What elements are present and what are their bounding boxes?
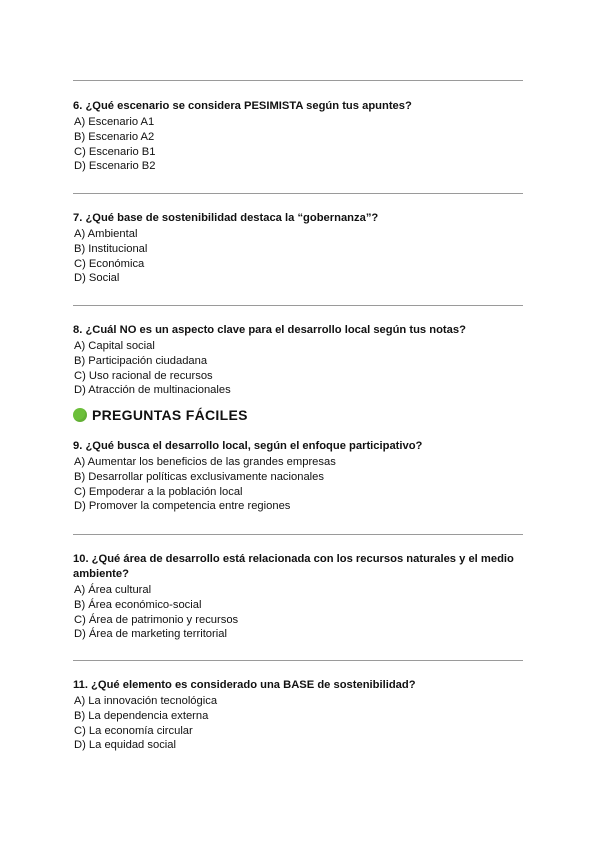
- option-a: A) Escenario A1: [74, 116, 155, 128]
- question-title: 10. ¿Qué área de desarrollo está relacionada con los recursos naturales y el medio ambiente?: [73, 553, 514, 580]
- section-title: PREGUNTAS FÁCILES: [92, 407, 248, 423]
- option-a: A) Aumentar los beneficios de las grandes empresas: [74, 456, 336, 468]
- question-11: [73, 678, 528, 753]
- option-c: C) Uso racional de recursos: [74, 369, 213, 382]
- divider: [73, 193, 523, 194]
- option-d: D) Atracción de multinacionales: [74, 384, 231, 397]
- option-a: A) La innovación tecnológica: [74, 695, 218, 707]
- divider: [73, 534, 523, 535]
- option-c: C) Área de patrimonio y recursos: [74, 613, 239, 626]
- section-heading: [73, 407, 248, 423]
- question-title: 11. ¿Qué elemento es considerado una BASE de sostenibilidad?: [73, 679, 416, 691]
- option-b: B) Escenario A2: [74, 130, 155, 143]
- option-b: B) Área económico-social: [74, 598, 202, 611]
- question-9: [73, 439, 528, 514]
- question-8: [73, 323, 528, 398]
- option-c: C) Económica: [74, 257, 145, 270]
- question-title: 8. ¿Cuál NO es un aspecto clave para el desarrollo local según tus notas?: [73, 324, 466, 336]
- divider: [73, 660, 523, 661]
- divider: [73, 80, 523, 81]
- option-d: D) Escenario B2: [74, 160, 156, 173]
- question-10: [73, 552, 528, 642]
- option-a: A) Capital social: [74, 340, 155, 352]
- divider: [73, 305, 523, 306]
- option-c: C) La economía circular: [74, 724, 193, 737]
- option-b: B) La dependencia externa: [74, 709, 209, 722]
- question-title: 7. ¿Qué base de sostenibilidad destaca la “gobernanza”?: [73, 212, 379, 224]
- option-d: D) La equidad social: [74, 739, 176, 752]
- option-d: D) Social: [74, 272, 120, 285]
- option-a: A) Ambiental: [74, 228, 138, 240]
- question-7: [73, 211, 528, 286]
- question-title: 9. ¿Qué busca el desarrollo local, según el enfoque participativo?: [73, 440, 423, 452]
- option-b: B) Institucional: [74, 242, 148, 255]
- option-c: C) Escenario B1: [74, 145, 156, 158]
- option-b: B) Desarrollar políticas exclusivamente nacionales: [74, 470, 324, 483]
- option-a: A) Área cultural: [74, 584, 152, 596]
- question-title: 6. ¿Qué escenario se considera PESIMISTA según tus apuntes?: [73, 100, 412, 112]
- option-c: C) Empoderar a la población local: [74, 485, 243, 498]
- option-b: B) Participación ciudadana: [74, 354, 208, 367]
- option-d: D) Área de marketing territorial: [74, 628, 227, 641]
- green-circle-icon: [73, 408, 87, 422]
- question-6: [73, 99, 528, 174]
- option-d: D) Promover la competencia entre regiones: [74, 500, 291, 513]
